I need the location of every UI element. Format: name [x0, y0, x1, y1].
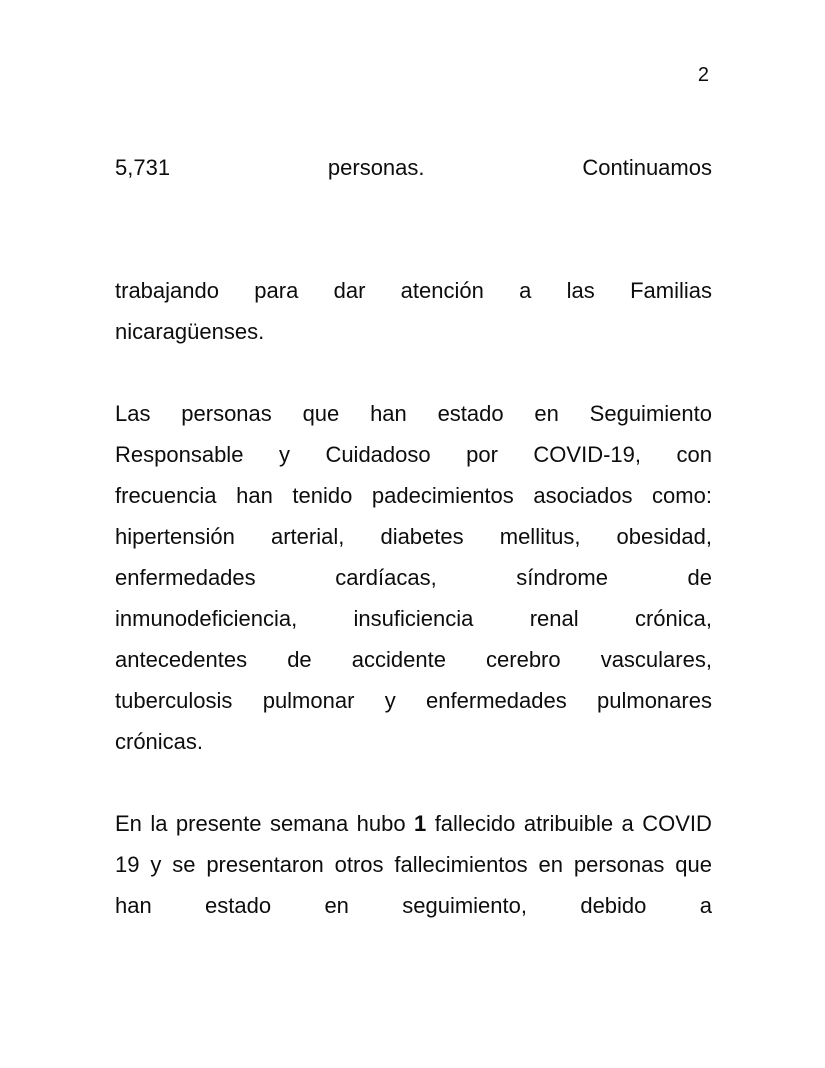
- blank-line: [115, 762, 712, 803]
- word: asociados: [533, 483, 633, 508]
- document-body: [115, 147, 712, 926]
- text-line: [115, 844, 712, 885]
- word: la: [150, 811, 168, 836]
- text-line: [115, 680, 712, 721]
- text-line: [115, 639, 712, 680]
- text-line: [115, 393, 712, 434]
- word: hubo: [356, 811, 406, 836]
- text-line: [115, 516, 712, 557]
- word: y: [150, 852, 162, 877]
- word: COVID-19,: [533, 442, 642, 467]
- word: síndrome: [516, 565, 608, 590]
- word: Cuidadoso: [325, 442, 431, 467]
- word: han: [370, 401, 407, 426]
- word: enfermedades: [115, 565, 256, 590]
- word: como:: [652, 483, 712, 508]
- word: y: [278, 442, 290, 467]
- word: accidente: [351, 647, 446, 672]
- word: por: [466, 442, 498, 467]
- word: personas: [573, 852, 665, 877]
- word: crónicas.: [115, 729, 204, 754]
- word: cerebro: [486, 647, 561, 672]
- text-line: [115, 803, 712, 844]
- blank-line: [115, 229, 712, 270]
- text-line: [115, 885, 712, 926]
- word: antecedentes: [115, 647, 248, 672]
- word: insuficiencia: [353, 606, 474, 631]
- word: Seguimiento: [589, 401, 712, 426]
- text-line: [115, 147, 712, 188]
- word: obesidad,: [616, 524, 712, 549]
- word: En: [115, 811, 142, 836]
- word: inmunodeficiencia,: [115, 606, 298, 631]
- word: presente: [175, 811, 262, 836]
- word: estado: [437, 401, 504, 426]
- word: personas: [181, 401, 272, 426]
- word: arterial,: [270, 524, 345, 549]
- page-number: 2: [697, 64, 709, 86]
- text-line: [115, 270, 712, 311]
- word: que: [675, 852, 712, 877]
- text-line: [115, 475, 712, 516]
- word: dar: [333, 278, 366, 303]
- word: cardíacas,: [335, 565, 437, 590]
- word: crónica,: [634, 606, 712, 631]
- word: en: [534, 401, 559, 426]
- word: Familias: [630, 278, 712, 303]
- word: padecimientos: [371, 483, 514, 508]
- text-line: [115, 557, 712, 598]
- word: estado: [205, 893, 272, 918]
- word: han: [115, 893, 152, 918]
- bold-count: 1: [414, 811, 427, 836]
- word: y: [384, 688, 396, 713]
- word: de: [687, 565, 712, 590]
- word: con: [676, 442, 712, 467]
- word: 5,731: [115, 155, 171, 180]
- blank-line: [115, 188, 712, 229]
- word: pulmonares: [597, 688, 712, 713]
- word: Las: [115, 401, 151, 426]
- word: otros: [334, 852, 384, 877]
- word: han: [236, 483, 273, 508]
- word: debido: [580, 893, 647, 918]
- word: fallecido: [434, 811, 516, 836]
- word: presentaron: [206, 852, 324, 877]
- word: de: [287, 647, 312, 672]
- word: en: [538, 852, 563, 877]
- word: frecuencia: [115, 483, 217, 508]
- word: mellitus,: [499, 524, 581, 549]
- word: tuberculosis: [115, 688, 233, 713]
- word: trabajando: [115, 278, 219, 303]
- word: enfermedades: [426, 688, 567, 713]
- word: renal: [529, 606, 579, 631]
- text-line: [115, 598, 712, 639]
- word: diabetes: [380, 524, 464, 549]
- word: personas.: [327, 155, 425, 180]
- text-line: [115, 434, 712, 475]
- word: nicaragüenses.: [115, 319, 265, 344]
- word: atención: [400, 278, 484, 303]
- word: Continuamos: [582, 155, 712, 180]
- word: atribuible: [523, 811, 614, 836]
- word: semana: [269, 811, 349, 836]
- word: vasculares,: [600, 647, 712, 672]
- word: tenido: [292, 483, 353, 508]
- text-line: [115, 721, 712, 762]
- word: se: [172, 852, 196, 877]
- word: fallecimientos: [394, 852, 528, 877]
- word: a: [621, 811, 634, 836]
- word: las: [566, 278, 595, 303]
- word: que: [302, 401, 340, 426]
- word: seguimiento,: [402, 893, 527, 918]
- text-line: [115, 311, 712, 352]
- word: a: [519, 278, 532, 303]
- word: a: [699, 893, 712, 918]
- word: COVID: [642, 811, 712, 836]
- word: 19: [115, 852, 140, 877]
- word: Responsable: [115, 442, 244, 467]
- word: pulmonar: [262, 688, 355, 713]
- word: para: [254, 278, 299, 303]
- word: hipertensión: [115, 524, 235, 549]
- blank-line: [115, 352, 712, 393]
- word: en: [324, 893, 349, 918]
